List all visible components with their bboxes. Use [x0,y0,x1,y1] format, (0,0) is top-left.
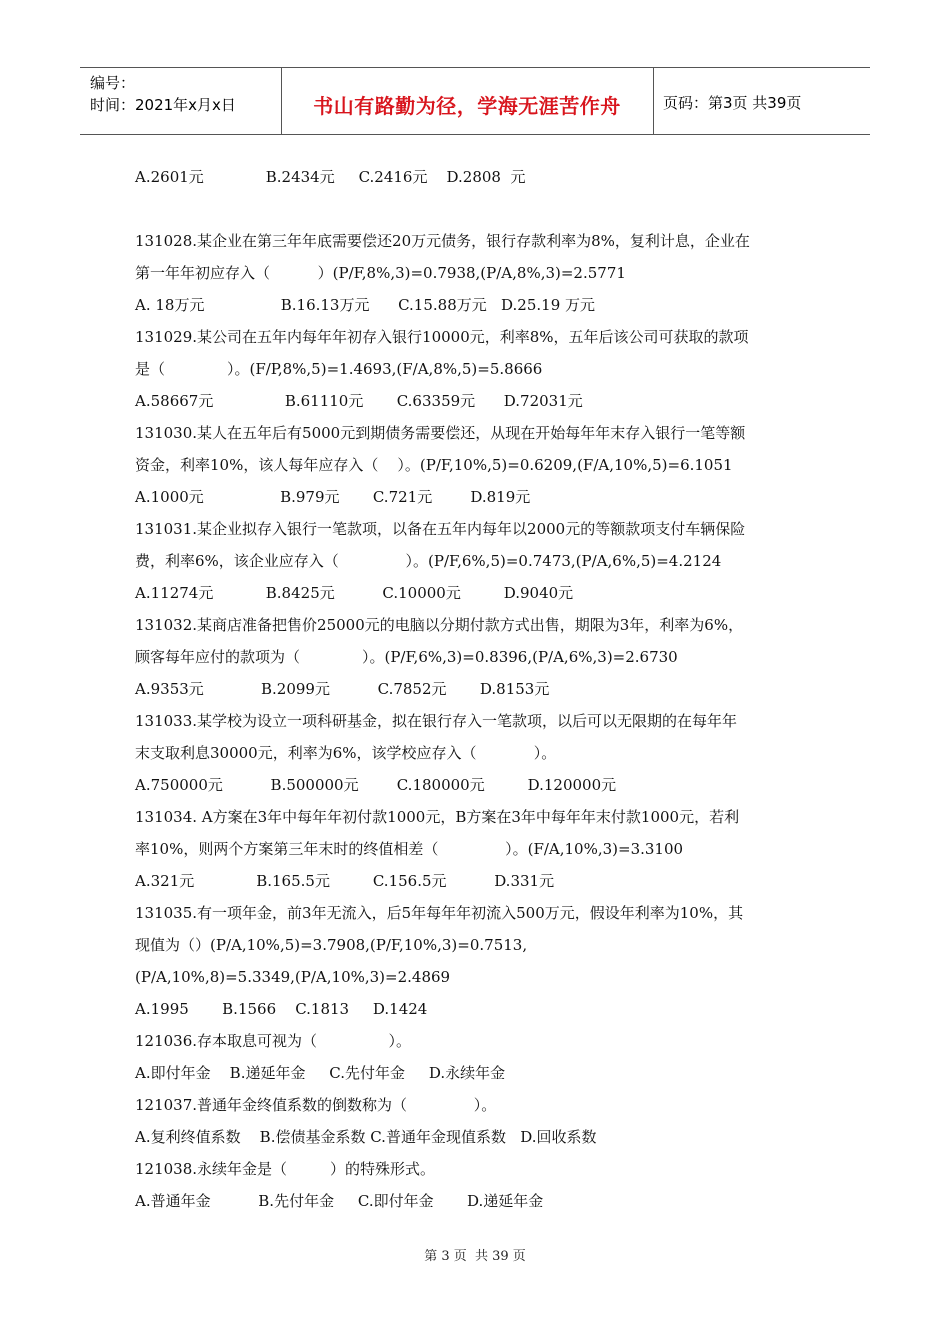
question-text: 121038.永续年金是（ ）的特殊形式。 [135,1160,435,1178]
question-text: 第一年年初应存入（ ）(P/F,8%,3)=0.7938,(P/A,8%,3)=2.5771 [135,264,626,282]
page-header [80,67,870,135]
question-text: 131035.有一项年金，前3年无流入，后5年每年年初流入500万元，假设年利率为10%，其 [135,904,744,922]
answer-options: A.普通年金 B.先付年金 C.即付年金 D.递延年金 [135,1192,544,1210]
question-text: 131031.某企业拟存入银行一笔款项，以备在五年内每年以2000元的等额款项支付车辆保险 [135,520,746,538]
question-text: 率10%，则两个方案第三年末时的终值相差（ ）。(F/A,10%,3)=3.3100 [135,840,684,858]
question-text: 顾客每年应付的款项为（ ）。(P/F,6%,3)=0.8396,(P/A,6%,3)=2.6730 [135,648,678,666]
question-text: 末支取利息30000元，利率为6%，该学校应存入（ ）。 [135,744,557,762]
question-text: 费，利率6%，该企业应存入（ ）。(P/F,6%,5)=0.7473,(P/A,6%,5)=4.2124 [135,552,722,570]
question-text: 131030.某人在五年后有5000元到期债务需要偿还，从现在开始每年年末存入银行一笔等额 [135,424,746,442]
question-text: 现值为（）(P/A,10%,5)=3.7908,(P/F,10%,3)=0.7513, [135,936,528,954]
question-text: (P/A,10%,8)=5.3349,(P/A,10%,3)=2.4869 [135,968,451,986]
answer-options: A.58667元 B.61110元 C.63359元 D.72031元 [135,392,583,410]
question-text: 131034. A方案在3年中每年年初付款1000元，B方案在3年中每年年末付款1000元，若利 [135,808,740,826]
answer-options: A.复利终值系数 B.偿债基金系数 C.普通年金现值系数 D.回收系数 [135,1128,597,1146]
question-text: 131032.某商店准备把售价25000元的电脑以分期付款方式出售，期限为3年，利率为6%， [135,616,744,634]
answer-options: A.即付年金 B.递延年金 C.先付年金 D.永续年金 [135,1064,506,1082]
header-divider [653,68,654,134]
answer-options: A. 18万元 B.16.13万元 C.15.88万元 D.25.19 万元 [135,296,596,314]
answer-options: A.750000元 B.500000元 C.180000元 D.120000元 [135,776,617,794]
answer-options: A.1995 B.1566 C.1813 D.1424 [135,1000,428,1018]
answer-options: A.11274元 B.8425元 C.10000元 D.9040元 [135,584,574,602]
answer-options: A.9353元 B.2099元 C.7852元 D.8153元 [135,680,550,698]
page-footer: 第 3 页 共 39 页 [424,1249,526,1264]
answer-options: A.2601元 B.2434元 C.2416元 D.2808 元 [135,168,526,186]
question-text: 131029.某公司在五年内每年年初存入银行10000元，利率8%，五年后该公司可获取的款项 [135,328,749,346]
header-motto: 书山有路勤为径，学海无涯苦作舟 [313,94,621,118]
header-meta [90,72,280,116]
answer-options: A.321元 B.165.5元 C.156.5元 D.331元 [135,872,555,890]
question-text: 资金，利率10%，该人每年应存入（ ）。(P/F,10%,5)=0.6209,(F/A,10%,5)=6.1051 [135,456,733,474]
question-text: 121036.存本取息可视为（ ）。 [135,1032,412,1050]
document-date-label: 时间：2021年x月x日 [90,96,236,114]
question-text: 121037.普通年金终值系数的倒数称为（ ）。 [135,1096,497,1114]
question-text: 是（ ）。(F/P,8%,5)=1.4693,(F/A,8%,5)=5.8666 [135,360,543,378]
answer-options: A.1000元 B.979元 C.721元 D.819元 [135,488,531,506]
question-text: 131033.某学校为设立一项科研基金，拟在银行存入一笔款项，以后可以无限期的在每年年 [135,712,738,730]
question-text: 131028.某企业在第三年年底需要偿还20万元债务，银行存款利率为8%，复利计息，企业在 [135,232,750,250]
header-page-number: 页码：第3页 共39页 [663,94,802,112]
document-number-label: 编号： [90,74,136,92]
